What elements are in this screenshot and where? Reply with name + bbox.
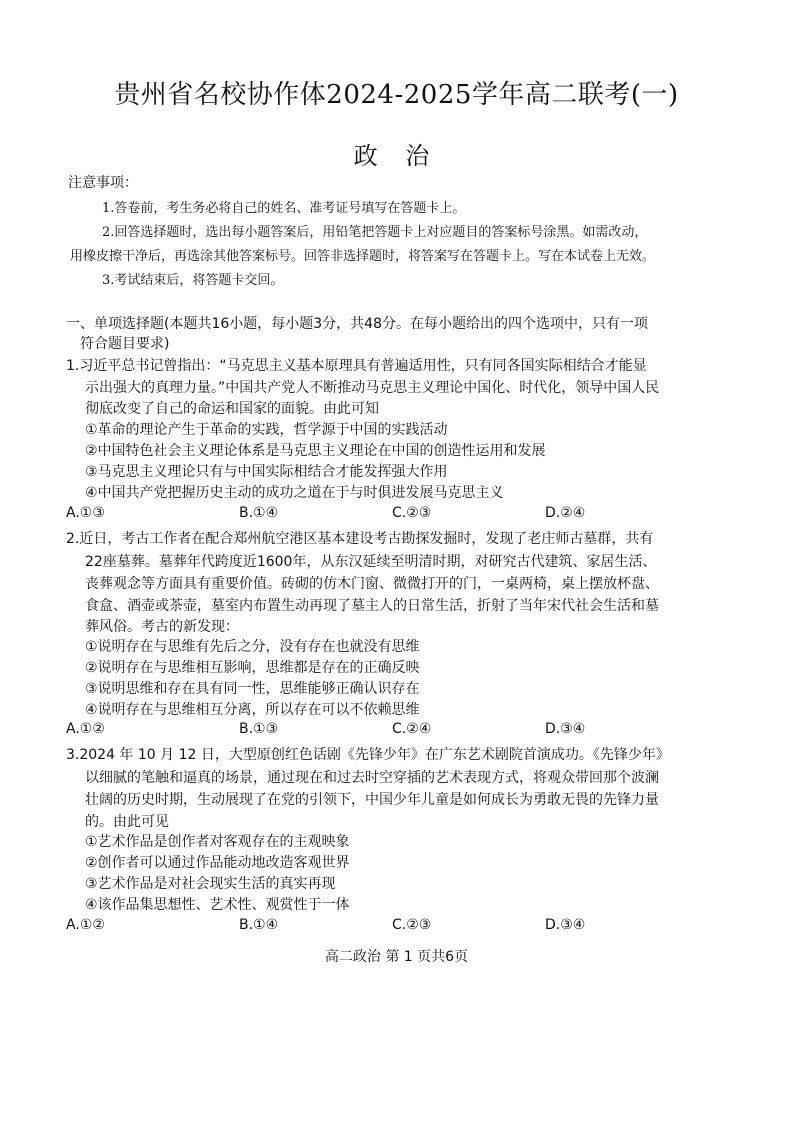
question-1-option-2: ②中国特色社会主义理论体系是马克思主义理论在中国的创造性运用和发展 (85, 443, 546, 459)
question-1-stem-line-1: 1.习近平总书记曾指出：“马克思主义基本原理具有普遍适用性，只有同各国实际相结合才能显 (66, 358, 647, 374)
question-1-stem-line-2: 示出强大的真理力量。”中国共产党人不断推动马克思主义理论中国化、时代化，领导中国人民 (85, 380, 660, 396)
question-3-stem-line-2: 以细腻的笔触和逼真的场景，通过现在和过去时空穿插的艺术表现方式，将观众带回那个波澜 (85, 770, 659, 786)
question-1-choice-c: C.②③ (392, 505, 432, 521)
question-3-choice-b: B.①④ (239, 917, 279, 933)
question-2-stem-line-1: 2.近日，考古工作者在配合郑州航空港区基本建设考古勘探发掘时，发现了老庄师古墓群，共有 (66, 531, 654, 547)
question-2-option-1: ①说明存在与思维有先后之分，没有存在也就没有思维 (85, 639, 420, 655)
notice-item-2-line-1: 2.回答选择题时，选出每小题答案后，用铅笔把答题卡上对应题目的答案标号涂黑。如需改动， (102, 225, 648, 240)
question-2-option-3: ③说明思维和存在具有同一性，思维能够正确认识存在 (85, 681, 420, 697)
question-1-choice-a: A.①③ (66, 505, 105, 521)
question-2-stem-line-5: 葬风俗。考古的新发现： (85, 619, 239, 635)
question-1-option-3: ③马克思主义理论只有与中国实际相结合才能发挥强大作用 (85, 464, 448, 480)
question-3-option-3: ③艺术作品是对社会现实生活的真实再现 (85, 876, 336, 892)
question-3-choice-d: D.③④ (545, 917, 586, 933)
question-3-choice-c: C.②③ (392, 917, 432, 933)
question-1-stem-line-3: 彻底改变了自己的命运和国家的面貌。由此可知 (85, 401, 379, 417)
page-footer: 高二政治 第 1 页共6页 (324, 949, 469, 965)
question-1-option-4: ④中国共产党把握历史主动的成功之道在于与时俱进发展马克思主义 (85, 485, 504, 501)
question-3-option-2: ②创作者可以通过作品能动地改造客观世界 (85, 855, 350, 871)
notice-item-2-line-2: 用橡皮擦干净后，再选涂其他答案标号。回答非选择题时，将答案写在答题卡上。写在本试卷上无效。 (70, 249, 656, 264)
question-3-option-1: ①艺术作品是创作者对客观存在的主观映象 (85, 834, 350, 850)
notice-item-3: 3.考试结束后，将答题卡交回。 (102, 273, 284, 288)
subject-title: 政 治 (353, 142, 440, 170)
question-2-choice-d: D.③④ (545, 721, 586, 737)
exam-title: 贵州省名校协作体2024-2025学年高二联考(一) (114, 80, 679, 110)
question-2-choice-b: B.①③ (239, 721, 279, 737)
question-3-stem-line-4: 的。由此可见 (85, 814, 169, 830)
question-3-stem-line-1: 3.2024 年 10 月 12 日，大型原创红色话剧《先锋少年》在广东艺术剧院首演成功。《先锋少年》 (66, 747, 670, 763)
section-heading-line-2: 符合题目要求) (80, 336, 170, 352)
question-1-option-1: ①革命的理论产生于革命的实践，哲学源于中国的实践活动 (85, 422, 448, 438)
question-2-stem-line-3: 丧葬观念等方面具有重要价值。砖砌的仿木门窗、微微打开的门，一桌两椅，桌上摆放杯盘、 (85, 576, 659, 592)
question-3-choice-a: A.①② (66, 917, 105, 933)
question-2-choice-a: A.①② (66, 721, 105, 737)
question-3-stem-line-3: 壮阔的历史时期，生动展现了在党的引领下，中国少年儿童是如何成长为勇敢无畏的先锋力量 (85, 792, 659, 808)
question-2-stem-line-2: 22座墓葬。墓葬年代跨度近1600年，从东汉延续至明清时期，对研究古代建筑、家居生活、 (85, 554, 657, 570)
question-1-choice-d: D.②④ (545, 505, 586, 521)
question-1-choice-b: B.①④ (239, 505, 279, 521)
question-3-option-4: ④该作品集思想性、艺术性、观赏性于一体 (85, 897, 350, 913)
question-2-stem-line-4: 食盒、酒壶或茶壶，墓室内布置生动再现了墓主人的日常生活，折射了当年宋代社会生活和墓 (85, 598, 659, 614)
notice-item-1: 1.答卷前，考生务必将自己的姓名、准考证号填写在答题卡上。 (102, 201, 466, 216)
question-2-choice-c: C.②④ (392, 721, 432, 737)
notice-heading: 注意事项： (68, 175, 138, 191)
section-heading-line-1: 一、单项选择题(本题共16小题，每小题3分，共48分。在每小题给出的四个选项中，只有一项 (66, 316, 648, 332)
question-2-option-4: ④说明存在与思维相互分离，所以存在可以不依赖思维 (85, 702, 420, 718)
question-2-option-2: ②说明存在与思维相互影响，思维都是存在的正确反映 (85, 660, 420, 676)
